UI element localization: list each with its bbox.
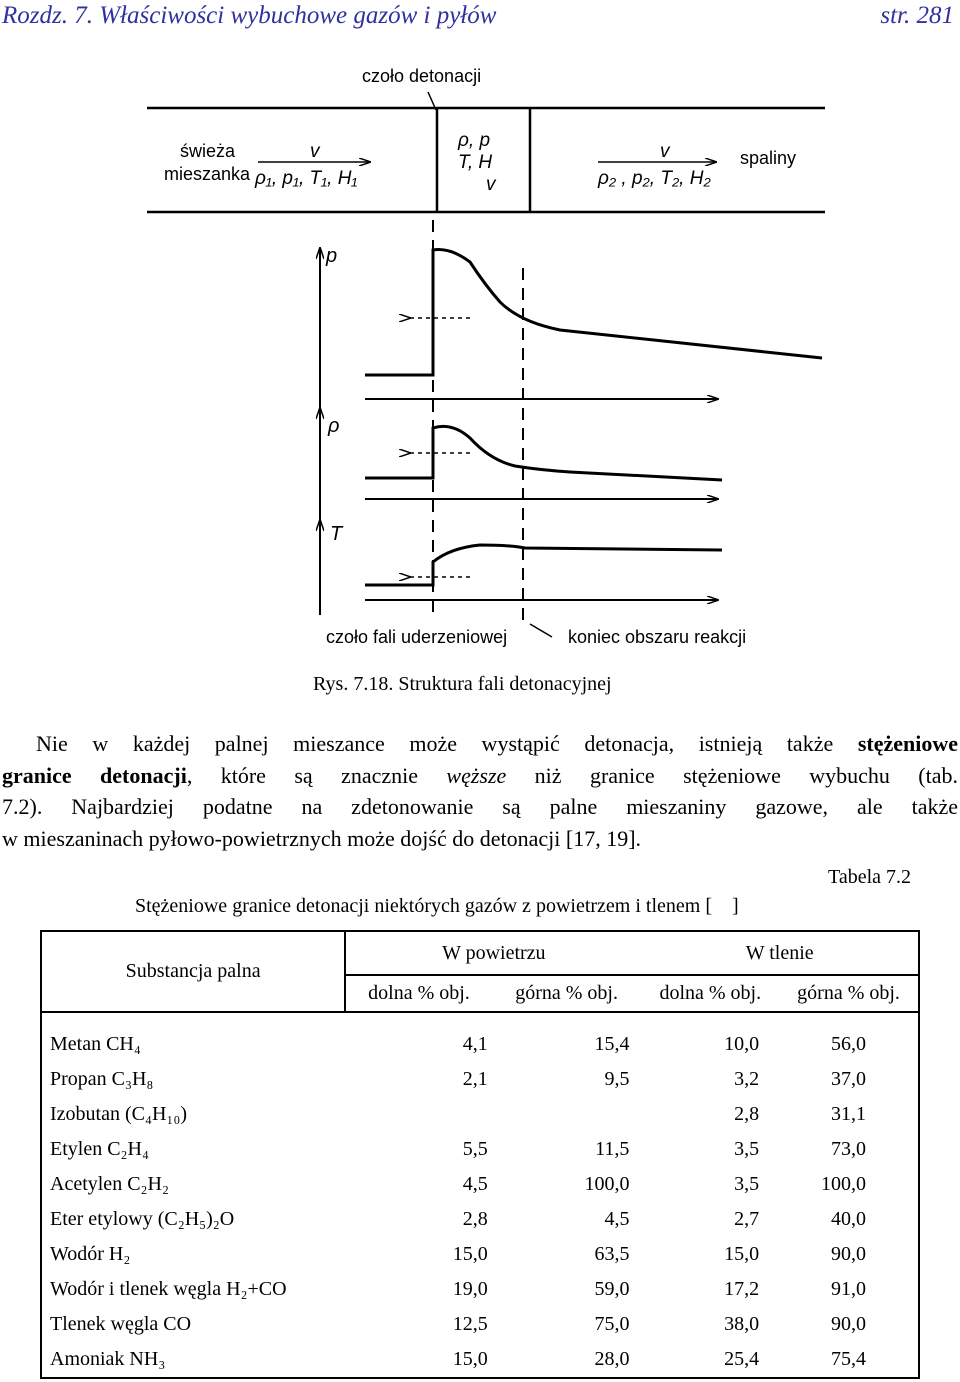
para-line-1: Nie w każdej palnej mieszance może wystąpić detonacja, istnieją także stężeniowe xyxy=(36,731,958,756)
table-label: Tabela 7.2 xyxy=(828,866,912,888)
cell-oxygen-upper: 100,0 xyxy=(779,1167,919,1202)
table-row xyxy=(41,1167,919,1202)
cell-oxygen-lower: 17,2 xyxy=(724,1278,760,1300)
para-line-3: 7.2). Najbardziej podatne na zdetonowanie są palne mieszaniny gazowe, ale także xyxy=(2,794,958,819)
velocity-label-right: v xyxy=(660,141,670,162)
detonation-wave-figure xyxy=(0,55,960,665)
table-row xyxy=(41,1307,919,1342)
cell-air-upper: 63,5 xyxy=(594,1243,630,1265)
products-state-label: ρ₂ , p₂, T₂, H₂ xyxy=(598,168,711,189)
page-header-chapter: Rozdz. 7. Właściwości wybuchowe gazów i pyłów xyxy=(2,2,497,29)
cell-oxygen-upper: 73,0 xyxy=(779,1132,919,1167)
table-row xyxy=(41,1097,919,1132)
cell-oxygen-lower: 2,8 xyxy=(734,1103,760,1125)
pressure-graph xyxy=(320,245,822,615)
cell-air-lower xyxy=(345,1097,492,1132)
cell-oxygen-lower: 25,4 xyxy=(641,1342,779,1378)
header-oxygen: W tlenie xyxy=(641,931,919,975)
cell-air-lower: 4,1 xyxy=(462,1033,488,1055)
cell-air-upper: 75,0 xyxy=(594,1313,630,1335)
cell-air-lower: 4,5 xyxy=(462,1173,488,1195)
header-air-upper: górna % obj. xyxy=(492,975,642,1012)
cell-oxygen-lower: 2,7 xyxy=(734,1208,760,1230)
cell-oxygen-lower: 3,5 xyxy=(734,1173,760,1195)
table-title: Stężeniowe granice detonacji niektórych gazów z powietrzem i tlenem [ ] xyxy=(135,895,739,917)
cell-substance: Tlenek węgla CO xyxy=(41,1307,345,1342)
fresh-label-1: świeża xyxy=(180,141,236,161)
detonation-limits-table xyxy=(40,930,920,1379)
cell-oxygen-upper: 75,4 xyxy=(779,1342,919,1378)
temperature-axis-label: T xyxy=(330,523,343,545)
cell-air-upper: 9,5 xyxy=(604,1068,630,1090)
reaction-end-label: koniec obszaru reakcji xyxy=(568,627,747,647)
cell-oxygen-lower: 38,0 xyxy=(724,1313,760,1335)
cell-oxygen-lower: 3,2 xyxy=(734,1068,760,1090)
cell-substance: Acetylen C₂H₂ xyxy=(41,1167,345,1202)
cell-air-upper: 100,0 xyxy=(584,1173,630,1195)
cell-oxygen-upper: 90,0 xyxy=(779,1307,919,1342)
zone-label-2: T, H xyxy=(458,152,493,173)
table-row xyxy=(41,1062,919,1097)
cell-air-lower: 19,0 xyxy=(452,1278,488,1300)
header-air: W powietrzu xyxy=(345,931,641,975)
table-row xyxy=(41,1237,919,1272)
zone-label-1: ρ, p xyxy=(458,130,491,151)
cell-substance: Metan CH₄ xyxy=(41,1012,345,1062)
cell-air-lower: 2,1 xyxy=(462,1068,488,1090)
cell-oxygen-lower: 3,5 xyxy=(734,1138,760,1160)
table-row xyxy=(41,1202,919,1237)
cell-air-lower: 15,0 xyxy=(345,1342,492,1378)
cell-air-lower: 15,0 xyxy=(452,1243,488,1265)
cell-air-upper: 15,4 xyxy=(594,1033,630,1055)
pressure-axis-label: p xyxy=(326,245,338,267)
figure-caption: Rys. 7.18. Struktura fali detonacyjnej xyxy=(313,673,612,695)
fresh-state-label: ρ₁, p₁, T₁, H₁ xyxy=(255,168,358,189)
header-oxygen-lower: dolna % obj. xyxy=(641,975,779,1012)
cell-oxygen-upper: 56,0 xyxy=(779,1012,919,1062)
cell-air-upper: 59,0 xyxy=(594,1278,630,1300)
cell-oxygen-upper: 31,1 xyxy=(779,1097,919,1132)
cell-substance: Propan C₃H₈ xyxy=(41,1062,345,1097)
cell-substance: Eter etylowy (C₂H₅)₂O xyxy=(41,1202,345,1237)
zone-label-3: v xyxy=(486,174,496,195)
cell-substance: Etylen C₂H₄ xyxy=(41,1132,345,1167)
cell-air-upper: 4,5 xyxy=(604,1208,630,1230)
table-body xyxy=(41,1012,919,1378)
cell-air-lower: 12,5 xyxy=(452,1313,488,1335)
cell-substance: Wodór H₂ xyxy=(41,1237,345,1272)
para-line-2: granice detonacji, które są znacznie węższe niż granice stężeniowe wybuchu (tab. xyxy=(2,762,958,788)
header-substance: Substancja palna xyxy=(41,931,345,1012)
cell-oxygen-upper: 37,0 xyxy=(779,1062,919,1097)
cell-oxygen-lower: 15,0 xyxy=(724,1243,760,1265)
cell-substance: Wodór i tlenek węgla H₂+CO xyxy=(41,1272,345,1307)
cell-air-upper: 11,5 xyxy=(595,1138,630,1160)
cell-substance: Amoniak NH₃ xyxy=(41,1342,345,1378)
header-oxygen-upper: górna % obj. xyxy=(779,975,919,1012)
table-header-row-1 xyxy=(41,931,919,975)
products-label: spaliny xyxy=(740,148,797,168)
cell-air-upper xyxy=(492,1097,642,1132)
cell-oxygen-lower: 10,0 xyxy=(724,1033,760,1055)
temperature-graph xyxy=(320,520,722,615)
body-paragraph xyxy=(2,728,958,854)
cell-oxygen-upper: 91,0 xyxy=(779,1272,919,1307)
density-axis-label: ρ xyxy=(328,415,340,437)
cell-oxygen-upper: 90,0 xyxy=(779,1237,919,1272)
cell-air-upper: 28,0 xyxy=(492,1342,642,1378)
fresh-label-2: mieszanka xyxy=(164,164,251,184)
table-row xyxy=(41,1012,919,1062)
header-air-lower: dolna % obj. xyxy=(345,975,492,1012)
cell-air-lower: 2,8 xyxy=(462,1208,488,1230)
cell-substance: Izobutan (C₄H₁₀) xyxy=(41,1097,345,1132)
para-line-4: w mieszaninach pyłowo-powietrznych może dojść do detonacji [17, 19]. xyxy=(2,825,642,851)
detonation-front-label: czoło detonacji xyxy=(362,66,482,86)
cell-oxygen-upper: 40,0 xyxy=(779,1202,919,1237)
table-row xyxy=(41,1342,919,1378)
shock-front-label: czoło fali uderzeniowej xyxy=(326,627,508,647)
page-number: str. 281 xyxy=(880,2,954,29)
table-row xyxy=(41,1272,919,1307)
velocity-label-left: v xyxy=(310,141,320,162)
table-row xyxy=(41,1132,919,1167)
cell-air-lower: 5,5 xyxy=(462,1138,488,1160)
